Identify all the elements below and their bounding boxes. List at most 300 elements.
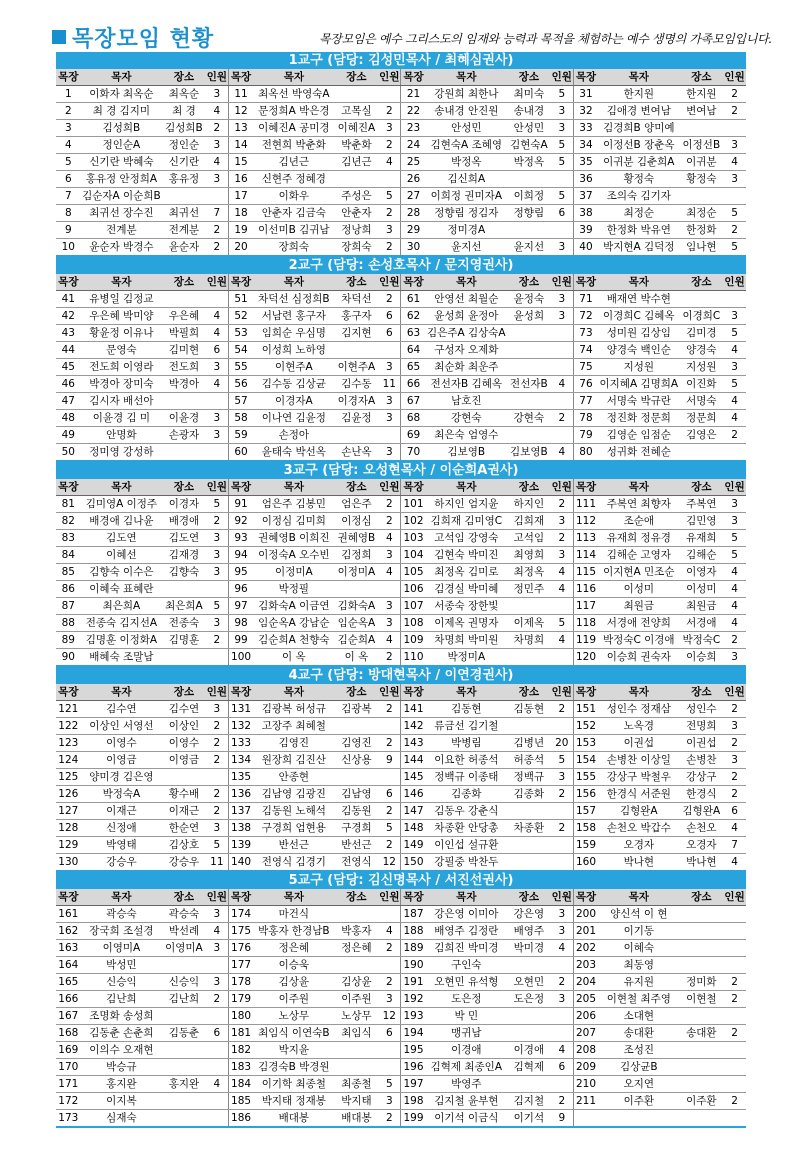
group-number: 31 [573,86,598,103]
member-count: 4 [206,376,229,393]
meeting-place: 주복연 [680,496,724,513]
column-header: 인원 [551,69,574,86]
meeting-place [507,393,551,410]
meeting-place: 김년근 [335,154,379,171]
district-table [56,889,746,1128]
meeting-place: 서명숙 [680,393,724,410]
leader-names: 엄은주 김봉민 [253,496,335,513]
member-count [551,718,574,735]
leader-names: 성귀화 전혜순 [598,444,680,462]
meeting-place: 박선례 [162,923,206,940]
meeting-place: 김수연 [162,701,206,718]
member-count [378,957,401,974]
member-count [378,769,401,786]
meeting-place: 배경애 [162,513,206,530]
member-count: 2 [378,239,401,257]
meeting-place: 김향숙 [162,564,206,581]
column-header: 목자 [598,889,680,906]
group-number: 121 [56,701,81,718]
meeting-place: 지성원 [680,359,724,376]
meeting-place: 강은영 [507,906,551,923]
group-number: 24 [401,137,426,154]
leader-names: 이지현A 민조순 [598,564,680,581]
leader-names: 김경희B 양미예 [598,120,680,137]
member-count: 3 [206,171,229,188]
member-count: 4 [206,325,229,342]
leader-names: 이현철 최주영 [598,991,680,1008]
column-header: 목자 [253,684,335,701]
meeting-place [507,803,551,820]
table-row [56,564,746,581]
group-number: 4 [56,137,81,154]
leader-names: 문영숙 [81,342,163,359]
leader-names: 배경애 김나윤 [81,513,163,530]
table-row [56,171,746,188]
column-header: 목자 [598,684,680,701]
member-count: 2 [551,786,574,803]
meeting-place [507,957,551,974]
group-number: 75 [573,359,598,376]
group-number: 73 [573,325,598,342]
meeting-place: 이경자A [335,393,379,410]
meeting-place [507,598,551,615]
member-count: 2 [378,701,401,718]
leader-names: 이선미B 김귀남 [253,222,335,239]
district-title: 3교구 (담당: 오성현목사 / 이순희A권사) [56,462,746,479]
meeting-place: 권혜영B [335,530,379,547]
meeting-place: 배대봉 [335,1110,379,1128]
meeting-place [680,444,724,462]
meeting-place: 엄은주 [335,496,379,513]
group-number: 173 [56,1110,81,1128]
leader-names: 강필중 박찬두 [426,854,508,872]
leader-names: 박지윤 [253,1042,335,1059]
member-count: 5 [551,752,574,769]
member-count: 3 [206,86,229,103]
meeting-place: 정낭희 [335,222,379,239]
member-count: 2 [206,239,229,257]
member-count [723,120,746,137]
leader-names: 임희순 우심명 [253,325,335,342]
meeting-place: 최정옥 [507,564,551,581]
leader-names: 심재숙 [81,1110,163,1128]
group-number: 198 [401,1093,426,1110]
member-count: 2 [723,1093,746,1110]
leader-names: 김시자 배선아 [81,393,163,410]
table-row [56,1025,746,1042]
leader-names: 이기동 [598,923,680,940]
leader-names: 김희진 박미경 [426,940,508,957]
group-number: 10 [56,239,81,257]
meeting-place: 김지철 [507,1093,551,1110]
column-header: 장소 [162,684,206,701]
leader-names: 구경희 엄현용 [253,820,335,837]
group-number: 54 [228,342,253,359]
leader-names: 이주환 [598,1093,680,1110]
leader-names: 김동우 강춘식 [426,803,508,820]
group-number: 191 [401,974,426,991]
group-number: 33 [573,120,598,137]
district-table [56,274,746,462]
leader-names: 이나연 김윤정 [253,410,335,427]
meeting-place: 이귀분 [680,154,724,171]
meeting-place: 박지태 [335,1093,379,1110]
table-row [56,940,746,957]
member-count: 3 [551,103,574,120]
table-row [56,1110,746,1128]
meeting-place [680,906,724,923]
meeting-place [680,1076,724,1093]
leader-names: 송내경 안진원 [426,103,508,120]
leader-names: 김종화 [426,786,508,803]
leader-names: 이화자 최옥순 [81,86,163,103]
leader-names: 이정심 김미희 [253,513,335,530]
district-section [56,872,746,1128]
group-number: 81 [56,496,81,513]
group-number: 130 [56,854,81,872]
leader-names: 정향림 정김자 [426,205,508,222]
meeting-place: 김난희 [162,991,206,1008]
district-sections [56,52,746,1128]
group-number: 58 [228,410,253,427]
member-count: 5 [551,86,574,103]
meeting-place: 신기란 [162,154,206,171]
member-count: 12 [378,854,401,872]
leader-names: 이지복 [81,1093,163,1110]
group-number: 174 [228,906,253,923]
member-count: 2 [378,940,401,957]
group-number: 103 [401,530,426,547]
column-header: 목자 [426,479,508,496]
leader-names: 하지인 엄지윤 [426,496,508,513]
meeting-place: 장희숙 [335,239,379,257]
meeting-place [162,1008,206,1025]
member-count [723,923,746,940]
member-count: 3 [206,547,229,564]
column-header: 목장 [228,69,253,86]
member-count: 3 [551,991,574,1008]
member-count: 3 [206,701,229,718]
group-number: 179 [228,991,253,1008]
meeting-place: 박정숙C [680,632,724,649]
member-count: 2 [551,410,574,427]
meeting-place: 전계분 [162,222,206,239]
meeting-place: 손천오 [680,820,724,837]
district-title: 5교구 (담당: 김신명목사 / 서진선권사) [56,872,746,889]
leader-names: 전종숙 김지선A [81,615,163,632]
table-row [56,359,746,376]
table-row [56,581,746,598]
leader-names: 김난희 [81,991,163,1008]
leader-names: 박병림 [426,735,508,752]
meeting-place: 이영금 [162,752,206,769]
meeting-place [162,1042,206,1059]
group-number: 152 [573,718,598,735]
group-number: 120 [573,649,598,667]
group-number: 110 [401,649,426,667]
leader-names: 박승규 [81,1059,163,1076]
group-number: 90 [56,649,81,667]
group-number: 139 [228,837,253,854]
group-number: 145 [401,769,426,786]
member-count: 2 [723,1025,746,1042]
column-header: 장소 [162,274,206,291]
member-count: 3 [723,649,746,667]
page-header [44,20,784,50]
table-row [56,513,746,530]
leader-names: 손정아 [253,427,335,444]
group-number: 137 [228,803,253,820]
group-number: 108 [401,615,426,632]
group-number: 182 [228,1042,253,1059]
group-number: 109 [401,632,426,649]
leader-names: 강상구 박철우 [598,769,680,786]
meeting-place [162,649,206,667]
group-number: 51 [228,291,253,308]
leader-names: 이성희 노하영 [253,342,335,359]
meeting-place [507,359,551,376]
column-header: 목자 [598,69,680,86]
meeting-place: 정미화 [680,974,724,991]
meeting-place: 김정희 [335,547,379,564]
member-count: 3 [378,410,401,427]
member-count: 4 [378,154,401,171]
leader-names: 오지연 [598,1076,680,1093]
leader-names: 윤태숙 박선옥 [253,444,335,462]
member-count [723,188,746,205]
column-header: 인원 [378,684,401,701]
meeting-place: 한순연 [162,820,206,837]
meeting-place: 이혜진A [335,120,379,137]
meeting-place: 송대환 [680,1025,724,1042]
column-header: 목장 [228,274,253,291]
member-count [378,1059,401,1076]
table-row [56,752,746,769]
leader-names: 이정미A [253,564,335,581]
group-number: 39 [573,222,598,239]
member-count: 2 [206,735,229,752]
meeting-place [680,940,724,957]
group-number: 165 [56,974,81,991]
column-header: 인원 [206,889,229,906]
meeting-place: 반선근 [335,837,379,854]
group-number: 27 [401,188,426,205]
member-count: 4 [206,103,229,120]
table-row [56,632,746,649]
leader-names: 김경숙B 박경원 [253,1059,335,1076]
column-header: 인원 [206,69,229,86]
leader-names: 이영금 [81,752,163,769]
district-title: 1교구 (담당: 김성민목사 / 최혜심권사) [56,52,746,69]
leader-names: 이혜선 [81,547,163,564]
member-count [206,444,229,462]
meeting-place [335,581,379,598]
member-count: 11 [378,376,401,393]
column-header: 장소 [335,479,379,496]
meeting-place: 허종석 [507,752,551,769]
leader-names: 황정숙 [598,171,680,188]
group-number: 207 [573,1025,598,1042]
group-number: 146 [401,786,426,803]
column-header: 장소 [680,479,724,496]
member-count: 4 [723,854,746,872]
meeting-place [507,171,551,188]
meeting-place: 윤성희 [507,308,551,325]
meeting-place [507,649,551,667]
group-number: 92 [228,513,253,530]
group-number: 65 [401,359,426,376]
member-count: 3 [723,359,746,376]
member-count [723,1059,746,1076]
group-number: 202 [573,940,598,957]
member-count: 3 [723,718,746,735]
group-number: 159 [573,837,598,854]
member-count: 2 [723,86,746,103]
member-count: 6 [206,342,229,359]
group-number: 203 [573,957,598,974]
member-count: 2 [378,513,401,530]
member-count: 6 [206,1025,229,1042]
group-number: 126 [56,786,81,803]
member-count: 3 [206,615,229,632]
group-number: 125 [56,769,81,786]
table-row [56,1008,746,1025]
meeting-place [162,393,206,410]
leader-names: 김영진 [253,735,335,752]
meeting-place: 한지원 [680,86,724,103]
member-count [378,1042,401,1059]
leader-names: 전계분 [81,222,163,239]
member-count: 3 [723,308,746,325]
member-count: 2 [206,222,229,239]
group-number: 143 [401,735,426,752]
column-header-row [56,69,746,86]
meeting-place: 박정옥 [507,154,551,171]
group-number: 129 [56,837,81,854]
group-number: 17 [228,188,253,205]
group-number: 123 [56,735,81,752]
column-header: 인원 [378,69,401,86]
leader-names: 박성민 [81,957,163,974]
leader-names: 김상윤 [253,974,335,991]
group-number: 160 [573,854,598,872]
member-count: 6 [378,1025,401,1042]
group-number: 69 [401,427,426,444]
member-count: 4 [551,1042,574,1059]
leader-names: 김경실 박미혜 [426,581,508,598]
column-header: 장소 [335,684,379,701]
column-header: 목자 [81,479,163,496]
group-number: 147 [401,803,426,820]
member-count [723,444,746,462]
leader-names: 이기학 최종철 [253,1076,335,1093]
group-number: 157 [573,803,598,820]
leader-names: 김성희B [81,120,163,137]
member-count: 2 [378,103,401,120]
table-row [56,496,746,513]
member-count: 2 [378,649,401,667]
leader-names: 손천오 박갑수 [598,820,680,837]
column-header-row [56,889,746,906]
leader-names: 이재근 [81,803,163,820]
member-count: 3 [206,820,229,837]
meeting-place: 최귀선 [162,205,206,222]
meeting-place: 김순희A [335,632,379,649]
member-count: 6 [378,325,401,342]
meeting-place: 이경희C [680,308,724,325]
member-count: 3 [378,598,401,615]
member-count: 3 [378,1093,401,1110]
leader-names: 강은영 이미아 [426,906,508,923]
meeting-place: 최 경 [162,103,206,120]
meeting-place: 하지인 [507,496,551,513]
leader-names: 남호진 [426,393,508,410]
meeting-place: 서경애 [680,615,724,632]
group-number: 6 [56,171,81,188]
meeting-place [162,444,206,462]
leader-names: 유병일 김정교 [81,291,163,308]
leader-names: 황윤정 이유나 [81,325,163,342]
member-count [378,906,401,923]
district-title: 2교구 (담당: 손성호목사 / 문지영권사) [56,257,746,274]
leader-names: 김향숙 이수은 [81,564,163,581]
group-number: 106 [401,581,426,598]
member-count: 3 [723,513,746,530]
member-count [378,718,401,735]
member-count: 2 [723,786,746,803]
group-number: 117 [573,598,598,615]
group-number: 28 [401,205,426,222]
group-number: 211 [573,1093,598,1110]
meeting-place [507,427,551,444]
column-header: 인원 [378,274,401,291]
group-number: 98 [228,615,253,632]
meeting-place: 김현숙A [507,137,551,154]
group-number: 210 [573,1076,598,1093]
group-number: 13 [228,120,253,137]
table-row [56,393,746,410]
leader-names: 안종현 [253,769,335,786]
member-count: 2 [723,427,746,444]
member-count: 3 [551,906,574,923]
leader-names: 이정숙A 오수빈 [253,547,335,564]
leader-names: 이주원 [253,991,335,1008]
leader-names: 이혜진A 공미경 [253,120,335,137]
meeting-place [162,291,206,308]
group-number: 204 [573,974,598,991]
meeting-place: 이성미 [680,581,724,598]
table-row [56,906,746,923]
group-number: 171 [56,1076,81,1093]
member-count: 5 [723,205,746,222]
meeting-place: 강상구 [680,769,724,786]
leader-names: 노옥경 [598,718,680,735]
square-bullet-icon [52,30,66,44]
group-number: 177 [228,957,253,974]
meeting-place [680,291,724,308]
meeting-place: 이희정 [507,188,551,205]
group-number: 136 [228,786,253,803]
group-number: 175 [228,923,253,940]
member-count: 2 [551,530,574,547]
leader-names: 김순자A 이순희B [81,188,163,205]
member-count: 5 [723,376,746,393]
member-count: 4 [551,564,574,581]
leader-names: 김애경 변여남 [598,103,680,120]
table-row [56,649,746,667]
meeting-place: 송내경 [507,103,551,120]
leader-names: 정인순A [81,137,163,154]
